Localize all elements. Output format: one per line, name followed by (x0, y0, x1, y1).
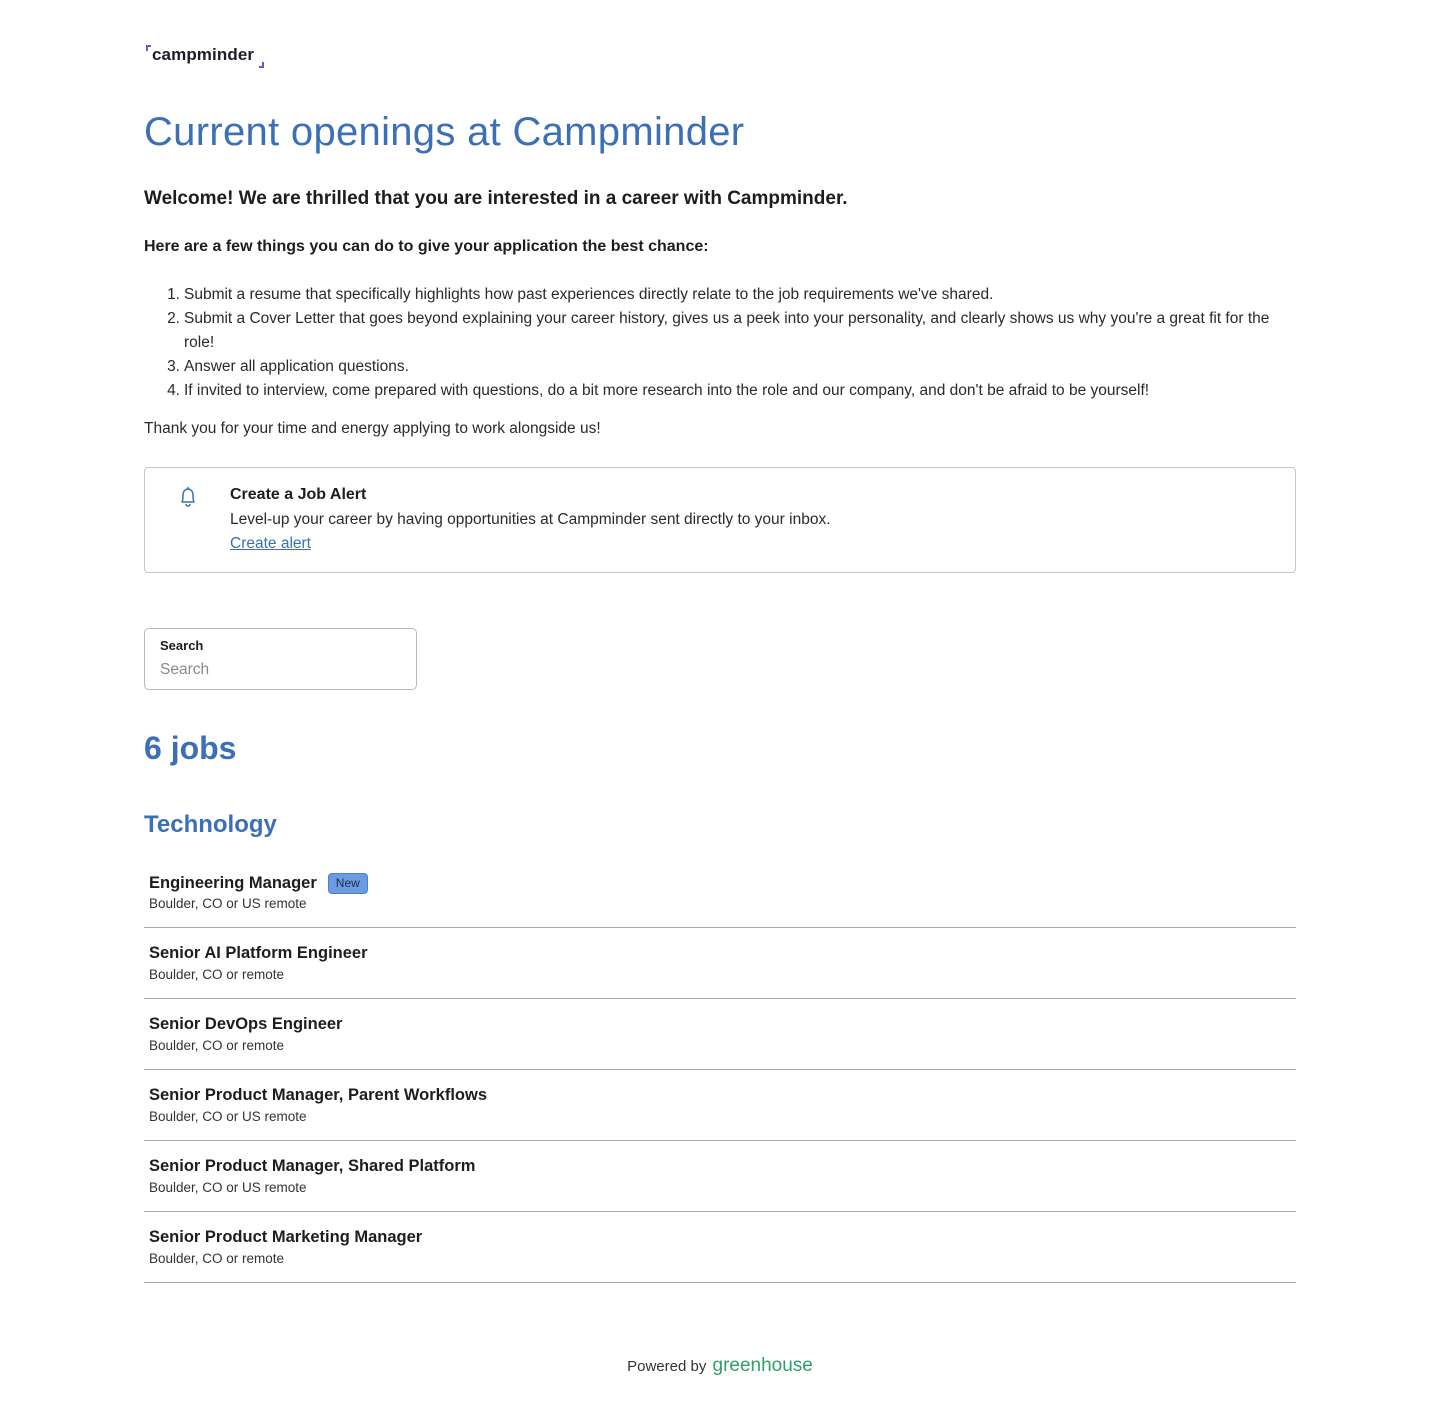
job-title-line (149, 944, 368, 963)
job-title-line (149, 1086, 487, 1105)
footer (0, 1355, 1440, 1377)
job-alert-title: Create a Job Alert (230, 486, 367, 503)
job-title[interactable]: Senior Product Manager, Parent Workflows (149, 1086, 488, 1104)
job-alert-card (144, 467, 1296, 573)
job-title-line (149, 1228, 422, 1247)
tip-text: Submit a Cover Letter that goes beyond explaining your career history, gives us a peek into your personality, and clearly shows us why you're a great fit for the role! (184, 310, 1270, 351)
tip-text: Answer all application questions. (184, 358, 409, 375)
logo-wordmark: campminder (152, 45, 255, 64)
greenhouse-logo[interactable]: greenhouse (712, 1355, 813, 1376)
page-title: Current openings at Campminder (144, 110, 745, 154)
powered-by-text: Powered by (627, 1358, 707, 1375)
job-title[interactable]: Senior Product Manager, Shared Platform (149, 1157, 476, 1175)
job-location: Boulder, CO or remote (149, 1251, 285, 1266)
job-row[interactable] (144, 999, 1296, 1070)
job-location: Boulder, CO or remote (149, 967, 285, 982)
welcome-text: Welcome! We are thrilled that you are interested in a career with Campminder. (144, 188, 848, 209)
logo-bracket-top-left (146, 45, 151, 51)
search-label: Search (160, 638, 204, 653)
job-title-line (149, 1015, 342, 1034)
search-input[interactable] (160, 659, 400, 681)
thanks-text: Thank you for your time and energy applying to work alongside us! (144, 420, 601, 437)
tip-item (144, 355, 1294, 379)
tip-text: Submit a resume that specifically highlights how past experiences directly relate to the job requirements we've shared. (184, 286, 994, 303)
job-row[interactable] (144, 857, 1296, 928)
new-badge: New (328, 873, 368, 894)
search-field[interactable] (144, 628, 417, 690)
job-location: Boulder, CO or US remote (149, 1109, 307, 1124)
job-alert-description: Level-up your career by having opportunities at Campminder sent directly to your inbox. (230, 511, 831, 528)
tip-number: 4. (167, 382, 180, 399)
job-location: Boulder, CO or remote (149, 1038, 285, 1053)
job-count: 6 jobs (144, 730, 237, 766)
tip-item (144, 283, 1294, 307)
job-title-line (149, 1157, 475, 1176)
job-row[interactable] (144, 1212, 1296, 1283)
tips-heading: Here are a few things you can do to give your application the best chance: (144, 238, 709, 255)
job-title[interactable]: Senior Product Marketing Manager (149, 1228, 423, 1246)
company-logo[interactable] (144, 42, 266, 70)
job-title-line (149, 873, 368, 894)
job-title[interactable]: Engineering Manager (149, 874, 317, 892)
tip-number: 1. (167, 286, 180, 303)
department-title: Technology (144, 811, 277, 838)
job-row[interactable] (144, 1070, 1296, 1141)
job-location: Boulder, CO or US remote (149, 896, 307, 911)
tip-text: If invited to interview, come prepared with questions, do a bit more research into the role and our company, and don't be afraid to be yourself! (184, 382, 1150, 399)
job-row[interactable] (144, 1141, 1296, 1212)
tip-item (144, 379, 1294, 403)
job-row[interactable] (144, 928, 1296, 999)
logo-bracket-bottom-right (259, 62, 264, 68)
tip-number: 2. (167, 310, 180, 327)
job-title[interactable]: Senior DevOps Engineer (149, 1015, 343, 1033)
tips-list (144, 283, 1294, 403)
bell-icon (177, 485, 199, 509)
tip-item (144, 307, 1294, 355)
job-title[interactable]: Senior AI Platform Engineer (149, 944, 368, 962)
job-list (144, 857, 1296, 1283)
tip-number: 3. (167, 358, 180, 375)
create-alert-link[interactable]: Create alert (230, 535, 311, 552)
job-location: Boulder, CO or US remote (149, 1180, 307, 1195)
